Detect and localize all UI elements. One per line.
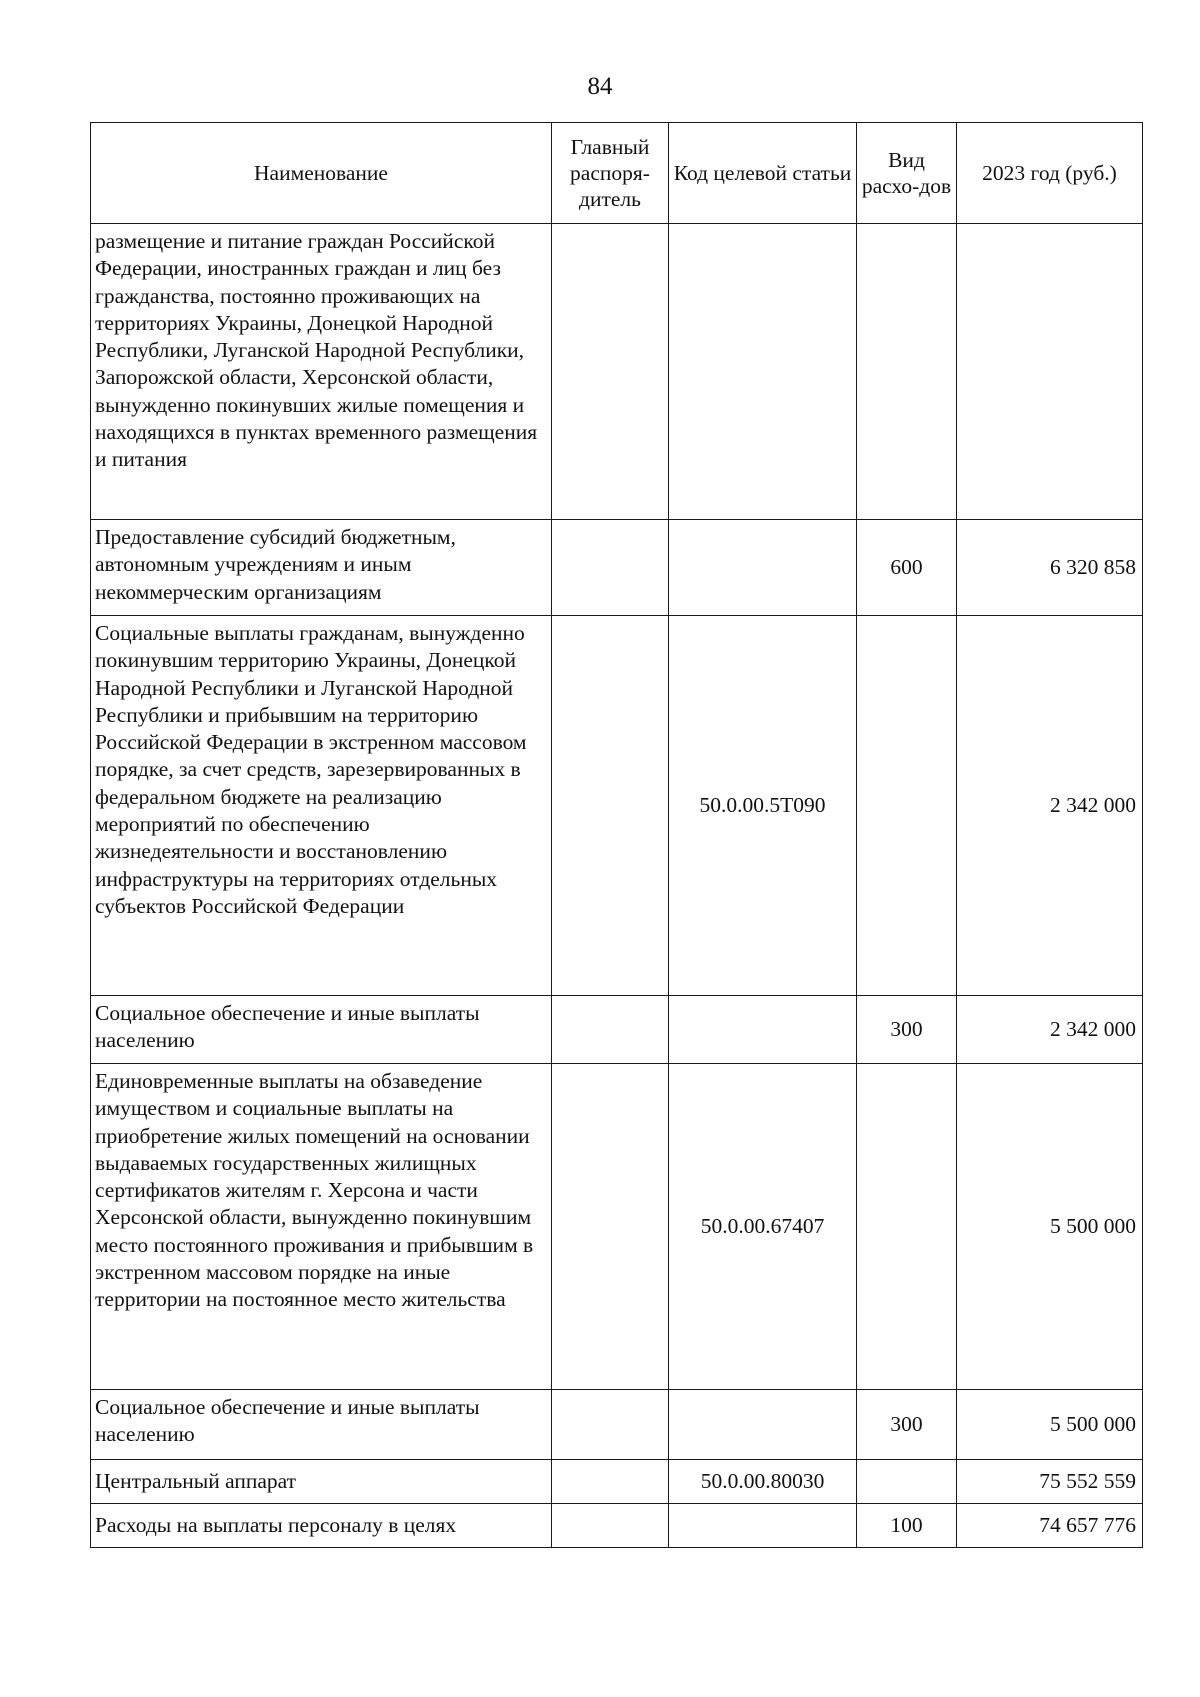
cell-name: Социальные выплаты гражданам, вынужденно покинувшим территорию Украины, Донецкой Народной Республики и Луганской Народной Республики и прибывшим на территорию Российской Федерации в экстренном массовом порядке, за счет средств, зарезервированных в федеральном бюджете на реализацию мероприятий по обеспечению жизнедеятельности и восстановлению инфраструктуры на территориях отдельных субъектов Российской Федерации — [91, 616, 552, 996]
cell-code — [669, 224, 857, 520]
cell-name: Расходы на выплаты персоналу в целях — [91, 1504, 552, 1548]
cell-admin — [552, 1390, 669, 1460]
budget-table — [90, 122, 1143, 1548]
header-type: Вид расхо-дов — [857, 123, 957, 224]
cell-type — [857, 224, 957, 520]
cell-amount: 74 657 776 — [957, 1504, 1143, 1548]
cell-name: размещение и питание граждан Российской Федерации, иностранных граждан и лиц без гражданства, постоянно проживающих на территориях Украины, Донецкой Народной Республики, Луганской Народной Республики, Запорожской области, Херсонской области, вынужденно покинувших жилые помещения и находящихся в пунктах временного размещения и питания — [91, 224, 552, 520]
cell-name: Социальное обеспечение и иные выплаты населению — [91, 996, 552, 1064]
table-header — [91, 123, 1143, 224]
cell-code — [669, 1504, 857, 1548]
cell-amount — [957, 224, 1143, 520]
header-code: Код целевой статьи — [669, 123, 857, 224]
cell-type: 300 — [857, 1390, 957, 1460]
cell-name: Предоставление субсидий бюджетным, автономным учреждениям и иным некоммерческим организациям — [91, 520, 552, 616]
table-row — [91, 1504, 1143, 1548]
cell-code — [669, 1390, 857, 1460]
table-row — [91, 996, 1143, 1064]
cell-code: 50.0.00.80030 — [669, 1460, 857, 1504]
cell-admin — [552, 224, 669, 520]
table-row — [91, 1390, 1143, 1460]
cell-admin — [552, 1504, 669, 1548]
cell-name: Центральный аппарат — [91, 1460, 552, 1504]
cell-amount: 2 342 000 — [957, 996, 1143, 1064]
cell-type — [857, 616, 957, 996]
table-row — [91, 520, 1143, 616]
cell-code: 50.0.00.5Т090 — [669, 616, 857, 996]
cell-type — [857, 1064, 957, 1390]
table-row — [91, 616, 1143, 996]
cell-code — [669, 520, 857, 616]
cell-type: 600 — [857, 520, 957, 616]
cell-type: 100 — [857, 1504, 957, 1548]
cell-admin — [552, 520, 669, 616]
cell-amount: 5 500 000 — [957, 1064, 1143, 1390]
header-name: Наименование — [91, 123, 552, 224]
cell-amount: 2 342 000 — [957, 616, 1143, 996]
table-body — [91, 224, 1143, 1548]
cell-name: Социальное обеспечение и иные выплаты населению — [91, 1390, 552, 1460]
cell-admin — [552, 1064, 669, 1390]
cell-code — [669, 996, 857, 1064]
cell-code: 50.0.00.67407 — [669, 1064, 857, 1390]
page-number: 84 — [587, 73, 613, 100]
cell-amount: 75 552 559 — [957, 1460, 1143, 1504]
cell-admin — [552, 996, 669, 1064]
header-amount: 2023 год (руб.) — [957, 123, 1143, 224]
table-row — [91, 1064, 1143, 1390]
cell-type — [857, 1460, 957, 1504]
cell-admin — [552, 616, 669, 996]
cell-admin — [552, 1460, 669, 1504]
cell-type: 300 — [857, 996, 957, 1064]
header-row — [91, 123, 1143, 224]
header-admin: Главный распоря-дитель — [552, 123, 669, 224]
table-row — [91, 224, 1143, 520]
cell-name: Единовременные выплаты на обзаведение имуществом и социальные выплаты на приобретение жилых помещений на основании выдаваемых государственных жилищных сертификатов жителям г. Херсона и части Херсонской области, вынужденно покинувшим место постоянного проживания и прибывшим в экстренном массовом порядке на иные территории на постоянное место жительства — [91, 1064, 552, 1390]
cell-amount: 5 500 000 — [957, 1390, 1143, 1460]
table-row — [91, 1460, 1143, 1504]
cell-amount: 6 320 858 — [957, 520, 1143, 616]
